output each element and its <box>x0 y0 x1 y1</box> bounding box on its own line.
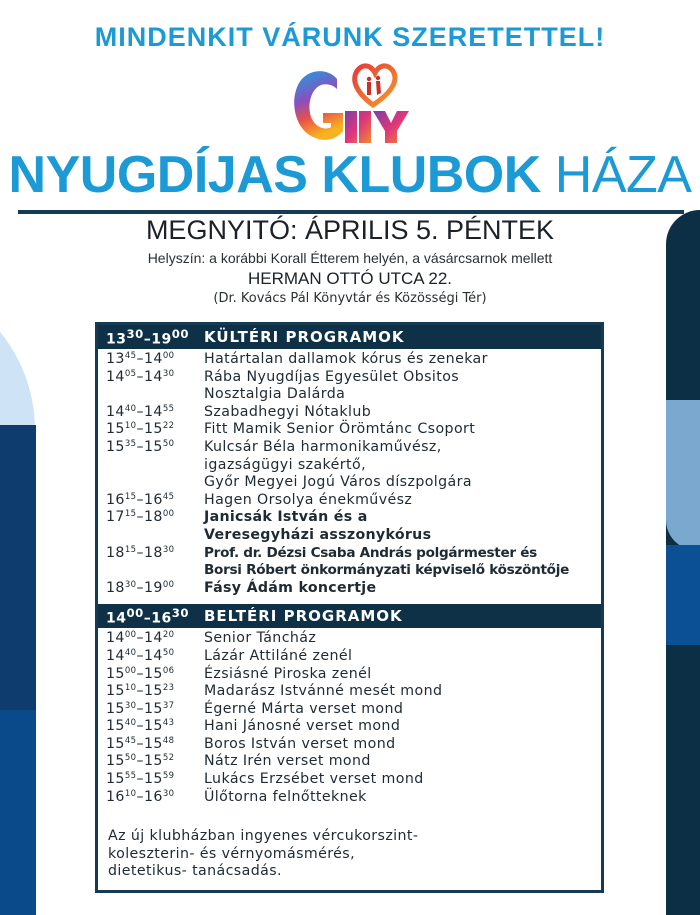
program-row <box>98 789 601 807</box>
program-time: $15^{30}-15^{37}$ <box>106 700 175 717</box>
program-row <box>98 771 601 789</box>
program-description: Borsi Róbert önkormányzati képviselő köszöntője <box>204 562 570 579</box>
program-description: Ülőtorna felnőtteknek <box>204 788 367 805</box>
program-time: $18^{15}-18^{30}$ <box>106 544 175 561</box>
program-row <box>98 580 601 598</box>
program-time <box>98 386 204 404</box>
program-description: Fitt Mamik Senior Örömtánc Csoport <box>204 421 476 438</box>
program-time: $17^{15}-18^{00}$ <box>106 509 175 526</box>
program-description: Égerné Márta verset mond <box>204 700 404 717</box>
program-time: $15^{55}-15^{59}$ <box>106 771 175 788</box>
note-line: dietetikus- tanácsadás. <box>108 863 282 880</box>
program-row <box>98 439 601 457</box>
program-description: Lázár Attiláné zenél <box>204 647 353 664</box>
program-row <box>98 545 601 563</box>
program-description: Rába Nyugdíjas Egyesület Obsitos <box>204 368 460 385</box>
opening-date: MEGNYITÓ: ÁPRILIS 5. PÉNTEK <box>145 215 555 245</box>
program-time: $15^{45}-15^{48}$ <box>106 735 175 752</box>
indoor-time-range: $14^{00}-16^{30}$ <box>106 605 189 627</box>
program-time: $13^{45}-14^{00}$ <box>106 351 175 367</box>
main-title <box>0 145 700 205</box>
program-time <box>98 457 204 475</box>
program-row <box>98 683 601 701</box>
health-services-note <box>98 810 601 881</box>
program-row <box>98 509 601 527</box>
program-time: $16^{10}-16^{30}$ <box>106 788 175 805</box>
program-row <box>98 736 601 754</box>
program-time: $15^{10}-15^{22}$ <box>106 421 175 438</box>
address-text: HERMAN OTTÓ UTCA 22. <box>247 269 453 288</box>
program-time: $15^{40}-15^{43}$ <box>106 718 175 735</box>
schedule-box <box>95 322 604 893</box>
program-description: Boros István verset mond <box>204 735 396 752</box>
program-time: $15^{00}-15^{06}$ <box>106 665 175 682</box>
program-description: Határtalan dallamok kórus és zenekar <box>204 351 488 367</box>
program-row <box>98 492 601 510</box>
program-row-continuation <box>98 386 601 404</box>
note-line: Az új klubházban ingyenes vércukorszint- <box>108 828 419 845</box>
program-row <box>98 753 601 771</box>
program-row <box>98 369 601 387</box>
program-description: Madarász Istvánné mesét mond <box>204 683 443 700</box>
program-row-continuation <box>98 457 601 475</box>
program-description: Hagen Orsolya énekművész <box>204 491 413 508</box>
program-description: Győr Megyei Jogú Város díszpolgára <box>204 474 472 491</box>
venue-text: (Dr. Kovács Pál Könyvtár és Közösségi Tér) <box>213 291 487 306</box>
program-description: Fásy Ádám koncertje <box>204 579 377 596</box>
gy-logo-icon <box>287 57 417 147</box>
program-description: igazságügyi szakértő, <box>204 456 366 473</box>
program-row <box>98 351 601 369</box>
location-text: Helyszín: a korábbi Korall Étterem helyén, a vásárcsarnok mellett <box>147 250 553 266</box>
program-description: Hani Jánosné verset mond <box>204 718 401 735</box>
title-light: HÁZA <box>554 146 692 204</box>
program-description: Szabadhegyi Nótaklub <box>204 403 372 420</box>
title-divider <box>18 210 684 214</box>
outdoor-program-list <box>98 349 601 601</box>
program-time: $15^{50}-15^{52}$ <box>106 753 175 770</box>
program-row <box>98 630 601 648</box>
program-description: Nosztalgia Dalárda <box>204 386 346 403</box>
program-description: Senior Táncház <box>204 630 317 647</box>
outdoor-section-title: KÜLTÉRI PROGRAMOK <box>204 328 405 346</box>
indoor-section-header <box>98 604 601 628</box>
program-description: Kulcsár Béla harmonikaművész, <box>204 438 442 455</box>
program-time: $14^{40}-14^{55}$ <box>106 403 175 420</box>
program-time <box>98 527 204 545</box>
program-time: $15^{10}-15^{23}$ <box>106 683 175 700</box>
program-description: Ézsiásné Piroska zenél <box>204 665 372 682</box>
program-row-continuation <box>98 562 601 580</box>
program-time: $14^{00}-14^{20}$ <box>106 630 175 647</box>
program-row-continuation <box>98 474 601 492</box>
program-row <box>98 404 601 422</box>
program-time: $18^{30}-19^{00}$ <box>106 579 175 596</box>
program-row <box>98 718 601 736</box>
program-description: Janicsák István és a <box>204 509 368 526</box>
program-time <box>98 474 204 492</box>
program-time: $14^{05}-14^{30}$ <box>106 368 175 385</box>
indoor-program-list <box>98 628 601 810</box>
program-row <box>98 666 601 684</box>
outdoor-section-header <box>98 325 601 349</box>
indoor-section-title: BELTÉRI PROGRAMOK <box>204 607 403 626</box>
title-bold: NYUGDÍJAS KLUBOK <box>8 146 541 204</box>
program-time <box>98 562 204 580</box>
program-description: Lukács Erzsébet verset mond <box>204 771 424 788</box>
note-line: koleszterin- és vérnyomásmérés, <box>108 845 355 862</box>
program-row-continuation <box>98 527 601 545</box>
program-row <box>98 648 601 666</box>
program-time: $15^{35}-15^{50}$ <box>106 438 175 455</box>
welcome-headline: MINDENKIT VÁRUNK SZERETETTEL! <box>94 22 606 52</box>
program-description: Veresegyházi asszonykórus <box>204 526 432 543</box>
program-time: $16^{15}-16^{45}$ <box>106 491 175 508</box>
program-description: Prof. dr. Dézsi Csaba András polgármester és <box>204 544 537 561</box>
program-row <box>98 701 601 719</box>
program-description: Nátz Irén verset mond <box>204 753 371 770</box>
program-time: $14^{40}-14^{50}$ <box>106 647 175 664</box>
program-row <box>98 421 601 439</box>
outdoor-time-range: $13^{30}-19^{00}$ <box>106 326 189 348</box>
